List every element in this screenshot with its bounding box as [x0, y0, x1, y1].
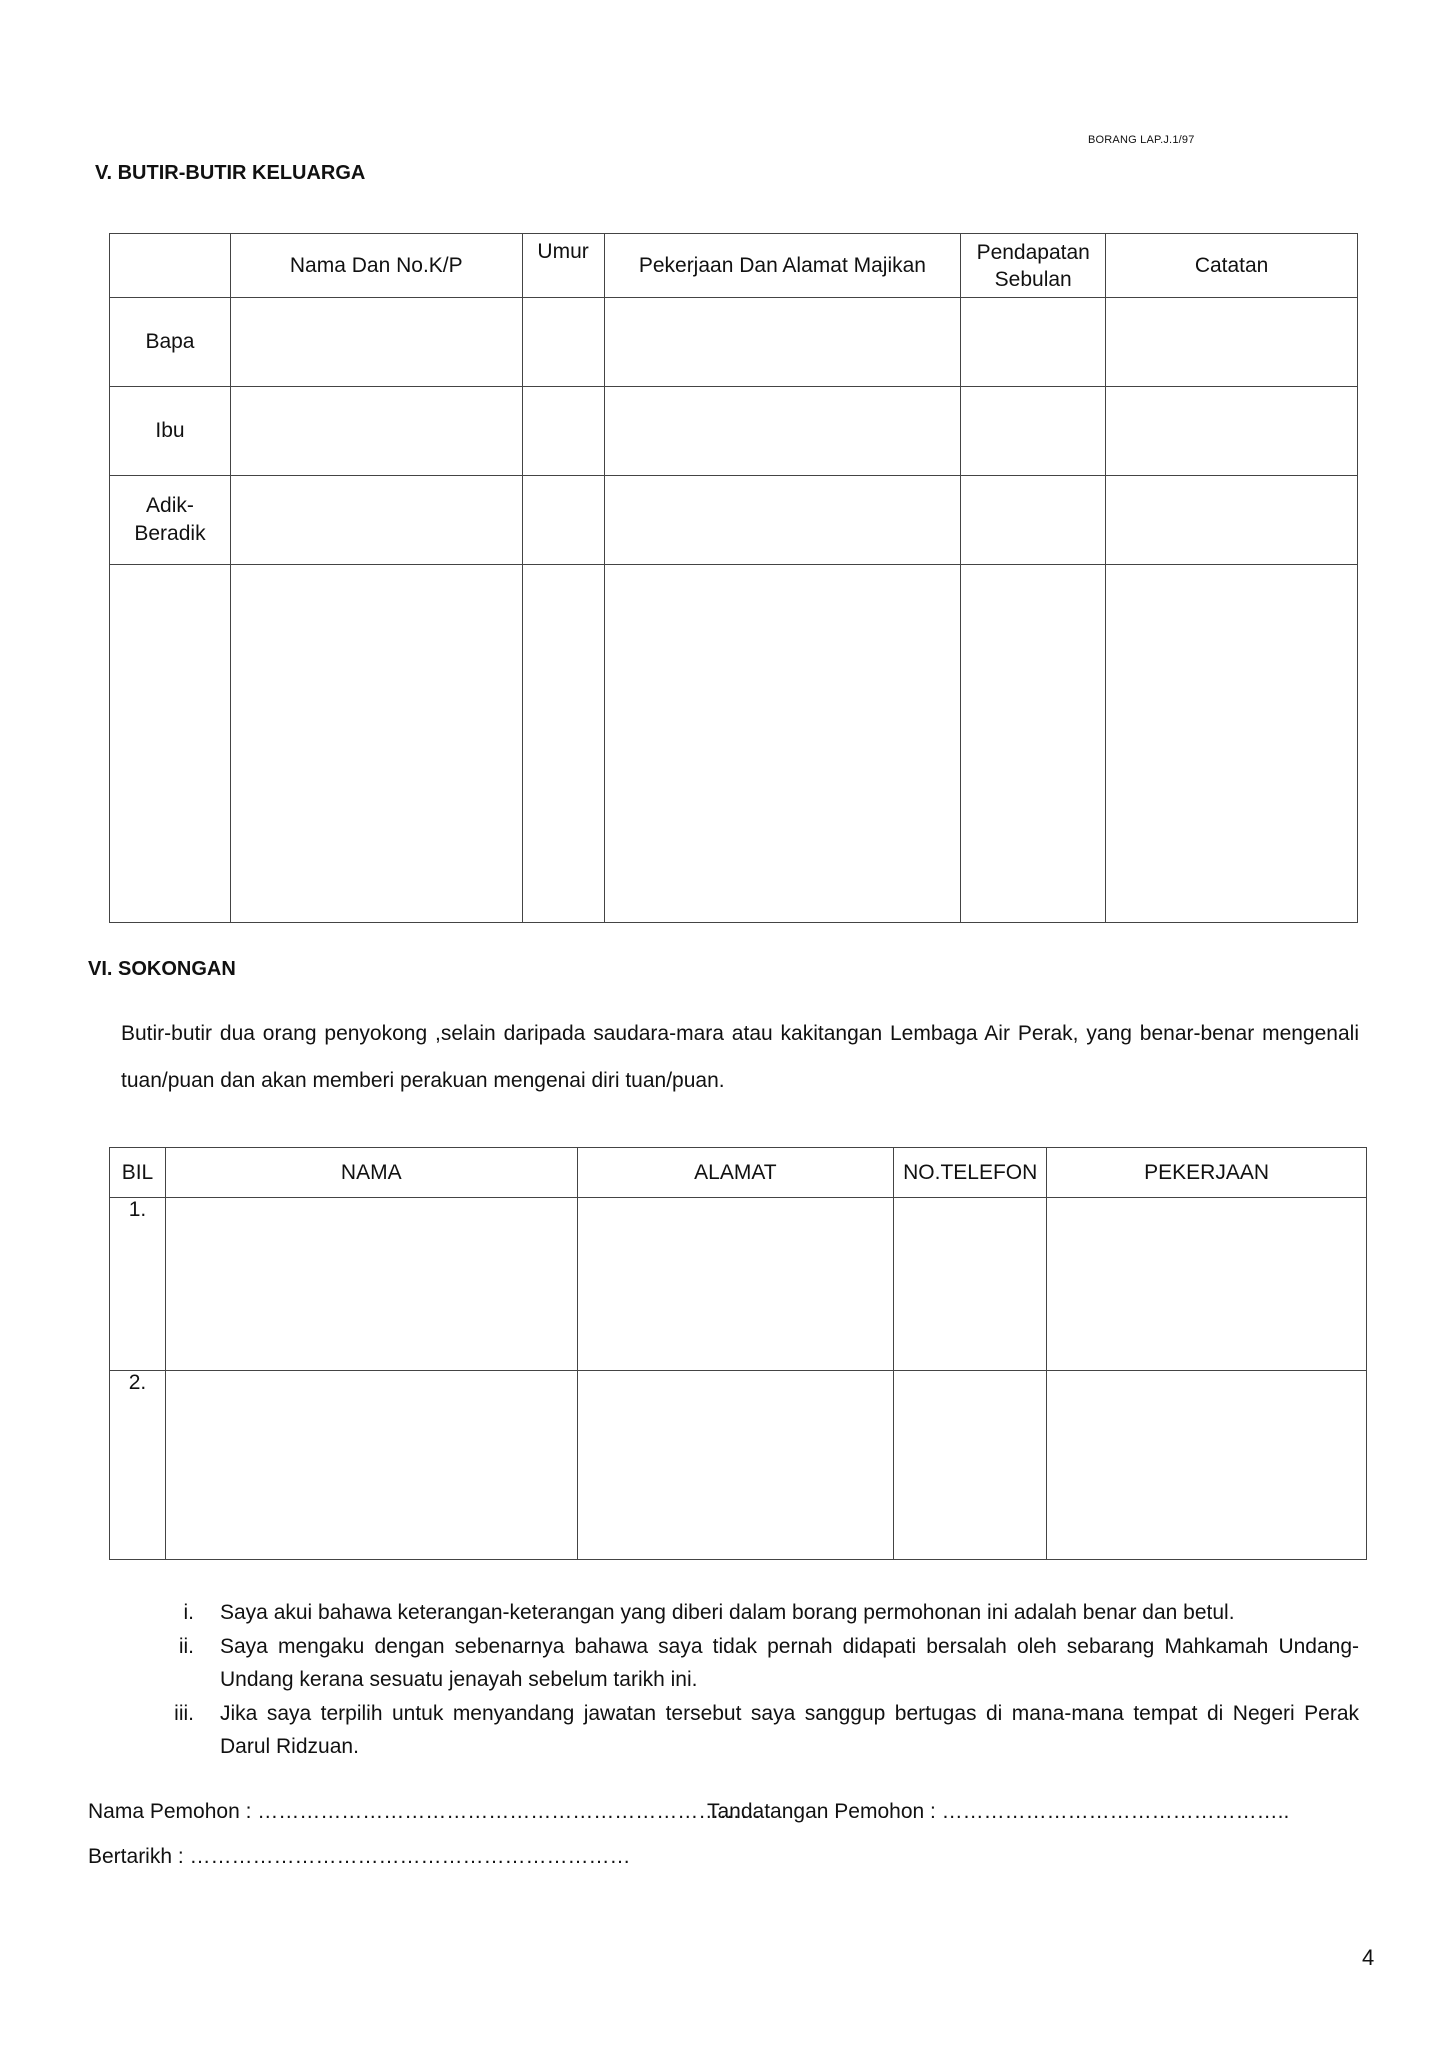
father-notes-cell[interactable] [1106, 298, 1358, 387]
header-bil: BIL [110, 1148, 166, 1198]
siblings-age-cell[interactable] [522, 476, 604, 565]
siblings-income-cell[interactable] [961, 476, 1106, 565]
applicant-name-field[interactable]: Nama Pemohon : ……………………………………………………………… [88, 1800, 762, 1823]
header-income [961, 234, 1106, 298]
declaration-number: ii. [178, 1635, 194, 1658]
page-number: 4 [1362, 1945, 1375, 1970]
declaration-text: Jika saya terpilih untuk menyandang jawatan tersebut saya sanggup bertugas di mana-mana tempat di Negeri Perak Darul Ridzuan. [220, 1702, 1359, 1758]
siblings-notes-cell[interactable] [1106, 476, 1358, 565]
declaration-item [172, 1697, 1359, 1763]
header-name: Nama Dan No.K/P [230, 234, 522, 298]
mother-income-cell[interactable] [961, 387, 1106, 476]
mother-name-cell[interactable] [230, 387, 522, 476]
family-details-table [109, 233, 1358, 923]
declaration-text: Saya mengaku dengan sebenarnya bahawa saya tidak pernah didapati bersalah oleh sebarang Mahkamah Undang-Undang kerana sesuatu jenayah sebelum tarikh ini. [220, 1635, 1359, 1691]
extra-age-cell[interactable] [522, 565, 604, 923]
table-row-father [110, 298, 1358, 387]
referee-row-2 [110, 1371, 1367, 1560]
header-notes: Catatan [1106, 234, 1358, 298]
referee-1-job-cell[interactable] [1047, 1198, 1367, 1371]
row-label-siblings-line1: Adik- [146, 494, 194, 517]
header-job: Pekerjaan Dan Alamat Majikan [604, 234, 961, 298]
header-alamat: ALAMAT [577, 1148, 894, 1198]
form-code: BORANG LAP.J.1/97 [1088, 134, 1195, 146]
declaration-number: iii. [174, 1702, 194, 1725]
extra-label-cell [110, 565, 231, 923]
table-header-row [110, 1148, 1367, 1198]
siblings-name-cell[interactable] [230, 476, 522, 565]
extra-job-cell[interactable] [604, 565, 961, 923]
father-name-cell[interactable] [230, 298, 522, 387]
header-telefon: NO.TELEFON [894, 1148, 1047, 1198]
row-label-father: Bapa [110, 298, 231, 387]
declaration-text: Saya akui bahawa keterangan-keterangan yang diberi dalam borang permohonan ini adalah benar dan betul. [220, 1601, 1235, 1624]
referee-2-name-cell[interactable] [165, 1371, 577, 1560]
header-pekerjaan: PEKERJAAN [1047, 1148, 1367, 1198]
declaration-number: i. [183, 1601, 194, 1624]
declaration-item [172, 1596, 1359, 1629]
referees-table [109, 1147, 1367, 1560]
header-income-line1: Pendapatan [976, 240, 1090, 264]
applicant-signature-field[interactable]: Tandatangan Pemohon : ………………………………………….. [707, 1800, 1290, 1823]
siblings-job-cell[interactable] [604, 476, 961, 565]
table-row-siblings [110, 476, 1358, 565]
row-label-mother: Ibu [110, 387, 231, 476]
header-nama: NAMA [165, 1148, 577, 1198]
declaration-item [172, 1630, 1359, 1696]
mother-notes-cell[interactable] [1106, 387, 1358, 476]
referee-row-1 [110, 1198, 1367, 1371]
table-row-mother [110, 387, 1358, 476]
referee-1-address-cell[interactable] [577, 1198, 894, 1371]
header-income-line2: Sebulan [994, 267, 1072, 291]
referee-number: 1. [110, 1198, 166, 1371]
referee-1-phone-cell[interactable] [894, 1198, 1047, 1371]
header-blank [110, 234, 231, 298]
father-income-cell[interactable] [961, 298, 1106, 387]
table-header-row [110, 234, 1358, 298]
date-field[interactable]: Bertarikh : ……………………………………………………… [88, 1845, 631, 1868]
extra-name-cell[interactable] [230, 565, 522, 923]
extra-income-cell[interactable] [961, 565, 1106, 923]
section-6-title: VI. SOKONGAN [88, 958, 236, 980]
support-intro-paragraph: Butir-butir dua orang penyokong ,selain daripada saudara-mara atau kakitangan Lembaga Air Perak, yang benar-benar mengenali tuan/puan dan akan memberi perakuan mengenai diri tuan/puan. [121, 1022, 1359, 1092]
row-label-siblings-line2: Beradik [134, 522, 206, 545]
referee-number: 2. [110, 1371, 166, 1560]
referee-2-phone-cell[interactable] [894, 1371, 1047, 1560]
section-5-title: V. BUTIR-BUTIR KELUARGA [95, 162, 366, 184]
referee-2-address-cell[interactable] [577, 1371, 894, 1560]
referee-2-job-cell[interactable] [1047, 1371, 1367, 1560]
row-label-siblings [110, 476, 231, 565]
table-row-siblings-extra [110, 565, 1358, 923]
referee-1-name-cell[interactable] [165, 1198, 577, 1371]
header-age: Umur [522, 234, 604, 298]
father-age-cell[interactable] [522, 298, 604, 387]
declaration-list [172, 1596, 1359, 1764]
extra-notes-cell[interactable] [1106, 565, 1358, 923]
mother-age-cell[interactable] [522, 387, 604, 476]
father-job-cell[interactable] [604, 298, 961, 387]
mother-job-cell[interactable] [604, 387, 961, 476]
